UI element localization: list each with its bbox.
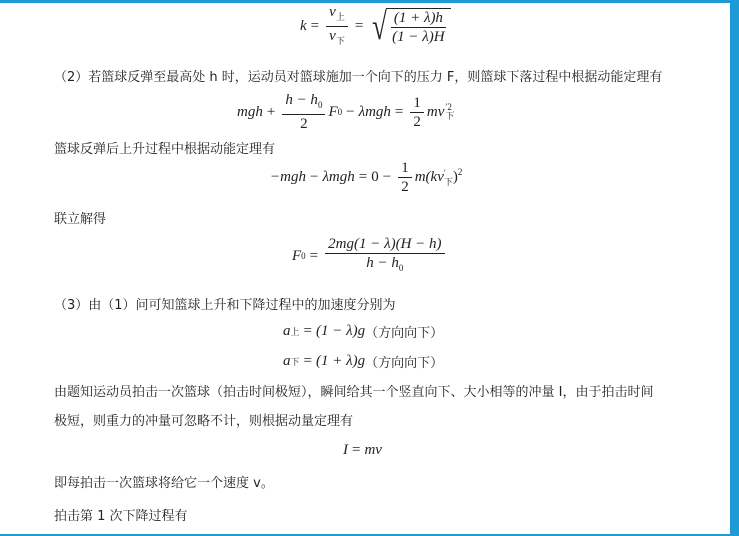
equation-accel-up bbox=[283, 322, 443, 341]
eq2-minus: − bbox=[346, 103, 355, 120]
eq1-equals-2: = bbox=[354, 18, 364, 34]
eq4-equals: = bbox=[309, 247, 319, 264]
eq4-den: h − h bbox=[366, 255, 399, 271]
eq7-lhs: I bbox=[343, 442, 348, 458]
eq3-half-den: 2 bbox=[401, 179, 409, 195]
eq1-den-sub: 下 bbox=[335, 36, 345, 46]
eq3-equals: = bbox=[358, 169, 368, 185]
eq3-t4-sub: 下 bbox=[443, 176, 453, 187]
eq5-equals: = bbox=[303, 323, 312, 339]
paragraph-2-solve: 联立解得 bbox=[54, 212, 107, 227]
eq2-t1: mgh bbox=[237, 103, 263, 120]
eq3-minus: − bbox=[309, 169, 319, 185]
eq3-t2: λmgh bbox=[322, 169, 355, 185]
eq2-den: 2 bbox=[300, 116, 308, 132]
eq3-t1: −mgh bbox=[270, 169, 306, 185]
eq7-equals: = bbox=[352, 442, 361, 458]
eq1-sqrt-num: (1 + λ)h bbox=[391, 10, 446, 28]
eq3-half-num: 1 bbox=[398, 160, 412, 178]
paragraph-3-hit-1: 由题知运动员拍击一次篮球（拍击时间极短），瞬间给其一个竖直向下、大小相等的冲量 I，由于拍击时间 bbox=[54, 385, 654, 400]
eq3-t4-sup: ′ bbox=[443, 167, 446, 178]
eq5-rhs: (1 − λ)g bbox=[315, 323, 366, 339]
eq1-sqrt-fraction bbox=[389, 10, 447, 45]
eq1-lhs: k bbox=[300, 18, 307, 34]
eq2-fraction bbox=[282, 92, 325, 132]
eq2-num: h − h bbox=[285, 92, 318, 108]
equation-energy-fall bbox=[237, 92, 454, 132]
equation-impulse bbox=[343, 442, 382, 459]
eq1-equals: = bbox=[310, 18, 320, 34]
eq3-half bbox=[398, 160, 412, 195]
eq1-num: v bbox=[329, 4, 336, 20]
eq2-half bbox=[410, 95, 424, 130]
eq2-t4-sup: ′2 bbox=[445, 102, 452, 112]
eq5-lhs-sub: 上 bbox=[290, 327, 300, 337]
eq2-t2-sub: 0 bbox=[337, 107, 343, 117]
eq3-t3: 0 bbox=[371, 169, 379, 185]
eq6-note: （方向向下） bbox=[365, 356, 444, 371]
radical-sign: √ bbox=[372, 5, 388, 48]
eq3-minus-2: − bbox=[382, 169, 392, 185]
eq2-t3: λmgh bbox=[358, 103, 391, 120]
equation-energy-rise bbox=[270, 160, 462, 195]
top-border bbox=[0, 0, 739, 3]
right-border bbox=[730, 0, 739, 536]
eq1-velocity-fraction bbox=[326, 4, 348, 49]
eq4-den-sub: 0 bbox=[398, 263, 404, 273]
eq4-num: 2mg(1 − λ)(H − h) bbox=[325, 236, 444, 254]
equation-k-ratio bbox=[300, 4, 451, 49]
eq2-plus: + bbox=[266, 103, 276, 120]
eq3-pow: 2 bbox=[457, 166, 463, 177]
eq6-lhs: a bbox=[283, 353, 291, 369]
eq5-lhs: a bbox=[283, 323, 291, 339]
eq2-equals: = bbox=[394, 103, 404, 120]
eq1-num-sub: 上 bbox=[335, 12, 345, 22]
paragraph-3-speed: 即每拍击一次篮球将给它一个速度 v。 bbox=[54, 476, 274, 491]
eq2-t4: mv bbox=[426, 103, 445, 120]
eq3-t4: m(kv bbox=[414, 169, 444, 185]
paragraph-3-first-hit: 拍击第 1 次下降过程有 bbox=[54, 509, 188, 524]
eq6-rhs: (1 + λ)g bbox=[315, 353, 366, 369]
equation-force-result bbox=[292, 236, 448, 276]
eq2-half-den: 2 bbox=[413, 113, 421, 130]
eq7-rhs: mv bbox=[364, 442, 382, 458]
paragraph-3-hit-2: 极短，则重力的冲量可忽略不计，则根据动量定理有 bbox=[54, 414, 354, 429]
eq4-lhs: F bbox=[292, 247, 302, 264]
eq1-sqrt-den: (1 − λ)H bbox=[392, 28, 445, 45]
paragraph-2-intro: （2）若篮球反弹至最高处 h 时，运动员对篮球施加一个向下的压力 F，则篮球下落过程中根据动能定理有 bbox=[54, 70, 663, 85]
paragraph-2-rise: 篮球反弹后上升过程中根据动能定理有 bbox=[54, 142, 276, 157]
paragraph-3-intro: （3）由（1）问可知篮球上升和下降过程中的加速度分别为 bbox=[54, 298, 396, 313]
equation-accel-down bbox=[283, 352, 443, 371]
eq5-note: （方向向下） bbox=[365, 326, 444, 341]
eq1-sqrt bbox=[369, 5, 450, 48]
eq4-fraction bbox=[325, 236, 444, 276]
eq2-t4-sub: 下 bbox=[445, 111, 455, 121]
eq2-num-sub: 0 bbox=[317, 100, 323, 110]
eq6-lhs-sub: 下 bbox=[290, 357, 300, 367]
eq6-equals: = bbox=[303, 353, 312, 369]
eq3-close: ) bbox=[452, 169, 458, 185]
eq2-half-num: 1 bbox=[410, 95, 424, 113]
eq1-den: v bbox=[329, 28, 336, 44]
eq4-lhs-sub: 0 bbox=[301, 251, 306, 261]
eq2-t2: F bbox=[328, 103, 338, 120]
